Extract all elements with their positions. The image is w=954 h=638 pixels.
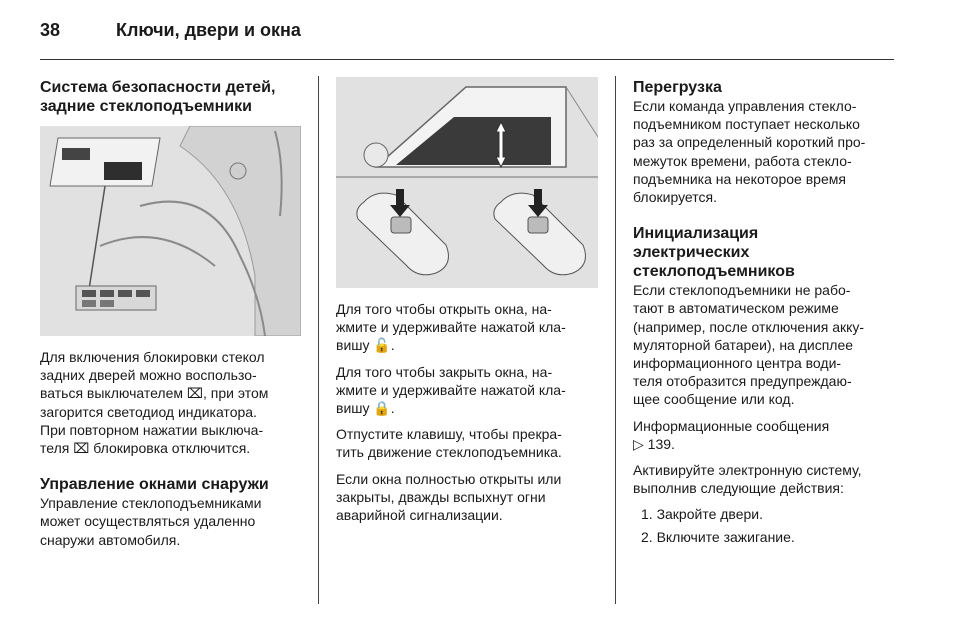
heading-line: Система безопасности детей, <box>40 79 276 96</box>
text-line: закрыты, дважды вспыхнут огни <box>336 488 546 505</box>
paragraph-release-key <box>336 425 602 461</box>
heading-line: стеклоподъемников <box>633 263 795 281</box>
text-line: Управление стеклоподъемниками <box>40 495 262 512</box>
text-line: Активируйте электронную систему, <box>633 462 862 479</box>
page-title: Ключи, двери и окна <box>116 20 301 40</box>
text-line: подъемником поступает несколько <box>633 116 860 133</box>
text-line: Для того чтобы закрыть окна, на- <box>336 363 553 380</box>
text-line: Если команда управления стекло- <box>633 98 857 114</box>
page-number: 38 <box>40 20 61 40</box>
paragraph-activate-system <box>633 461 895 497</box>
header-divider <box>40 59 894 60</box>
text-line: Для того чтобы открыть окна, на- <box>336 301 552 317</box>
section-heading-initialization <box>633 224 895 281</box>
text-line: муляторной батареи), на дисплее <box>633 336 854 353</box>
paragraph-hazard-flash <box>336 470 602 525</box>
section-heading-child-safety <box>40 78 306 116</box>
text-line: снаружи автомобиля. <box>40 531 181 548</box>
text-line: жмите и удерживайте нажатой кла- <box>336 319 566 336</box>
paragraph-close-windows <box>336 363 602 418</box>
text-line: Если стеклоподъемники не рабо- <box>633 282 851 299</box>
text-line: (например, после отключения акку- <box>633 318 865 335</box>
paragraph-initialization <box>633 281 895 408</box>
text-line: Если окна полностью открыты или <box>336 470 562 487</box>
text-line: При повторном нажатии выключа- <box>40 421 264 438</box>
text-line: тают в автоматическом режиме <box>633 300 839 317</box>
text-line: выполнив следующие действия: <box>633 480 844 497</box>
text-line: может осуществляться удаленно <box>40 513 256 530</box>
text-line: аварийной сигнализации. <box>336 507 503 524</box>
column-left <box>40 78 306 557</box>
list-item: 2. Включите зажигание. <box>641 528 795 545</box>
text-line: блокируется. <box>633 189 717 206</box>
page-reference-link[interactable]: ▷ 139. <box>633 435 675 452</box>
text-line: Отпустите клавишу, чтобы прекра- <box>336 426 562 443</box>
section-heading-overload: Перегрузка <box>633 79 722 96</box>
window-key-illustration <box>336 77 598 288</box>
text-line: подъемника на некоторое время <box>633 170 846 187</box>
heading-line: задние стеклоподъемники <box>40 98 252 115</box>
section-heading-remote-window: Управление окнами снаружи <box>40 476 269 494</box>
heading-line: Инициализация <box>633 225 759 243</box>
text-line: раз за определенный короткий про- <box>633 134 866 151</box>
text-line: щее сообщение или код. <box>633 391 795 408</box>
column-right <box>633 78 895 550</box>
paragraph-remote-control <box>40 494 306 549</box>
paragraph-overload <box>633 97 895 206</box>
steps-list <box>633 505 895 545</box>
text-line: жмите и удерживайте нажатой кла- <box>336 381 566 398</box>
text-line: межуток времени, работа стекло- <box>633 152 852 169</box>
paragraph-info-messages <box>633 417 895 453</box>
text-line: ваться выключателем ⌧, при этом <box>40 385 269 402</box>
text-line: загорится светодиод индикатора. <box>40 403 257 420</box>
text-line: вишу 🔒. <box>336 400 395 417</box>
text-line: Информационные сообщения <box>633 417 830 434</box>
text-line: теля ⌧ блокировка отключится. <box>40 440 251 457</box>
column-divider-1 <box>318 76 319 604</box>
heading-line: электрических <box>633 244 750 262</box>
text-line: тить движение стеклоподъемника. <box>336 444 562 461</box>
door-switch-illustration <box>40 126 301 336</box>
paragraph-open-windows <box>336 300 602 355</box>
text-line: Для включения блокировки стекол <box>40 349 265 365</box>
text-line: задних дверей можно воспользо- <box>40 367 257 384</box>
text-line: теля отобразится предупреждаю- <box>633 373 852 390</box>
text-line: информационного центра води- <box>633 355 842 372</box>
list-item: 1. Закройте двери. <box>641 506 763 523</box>
column-middle <box>336 77 602 532</box>
column-divider-2 <box>615 76 616 604</box>
paragraph-lock-switch <box>40 348 306 457</box>
text-line: вишу 🔓. <box>336 337 395 354</box>
